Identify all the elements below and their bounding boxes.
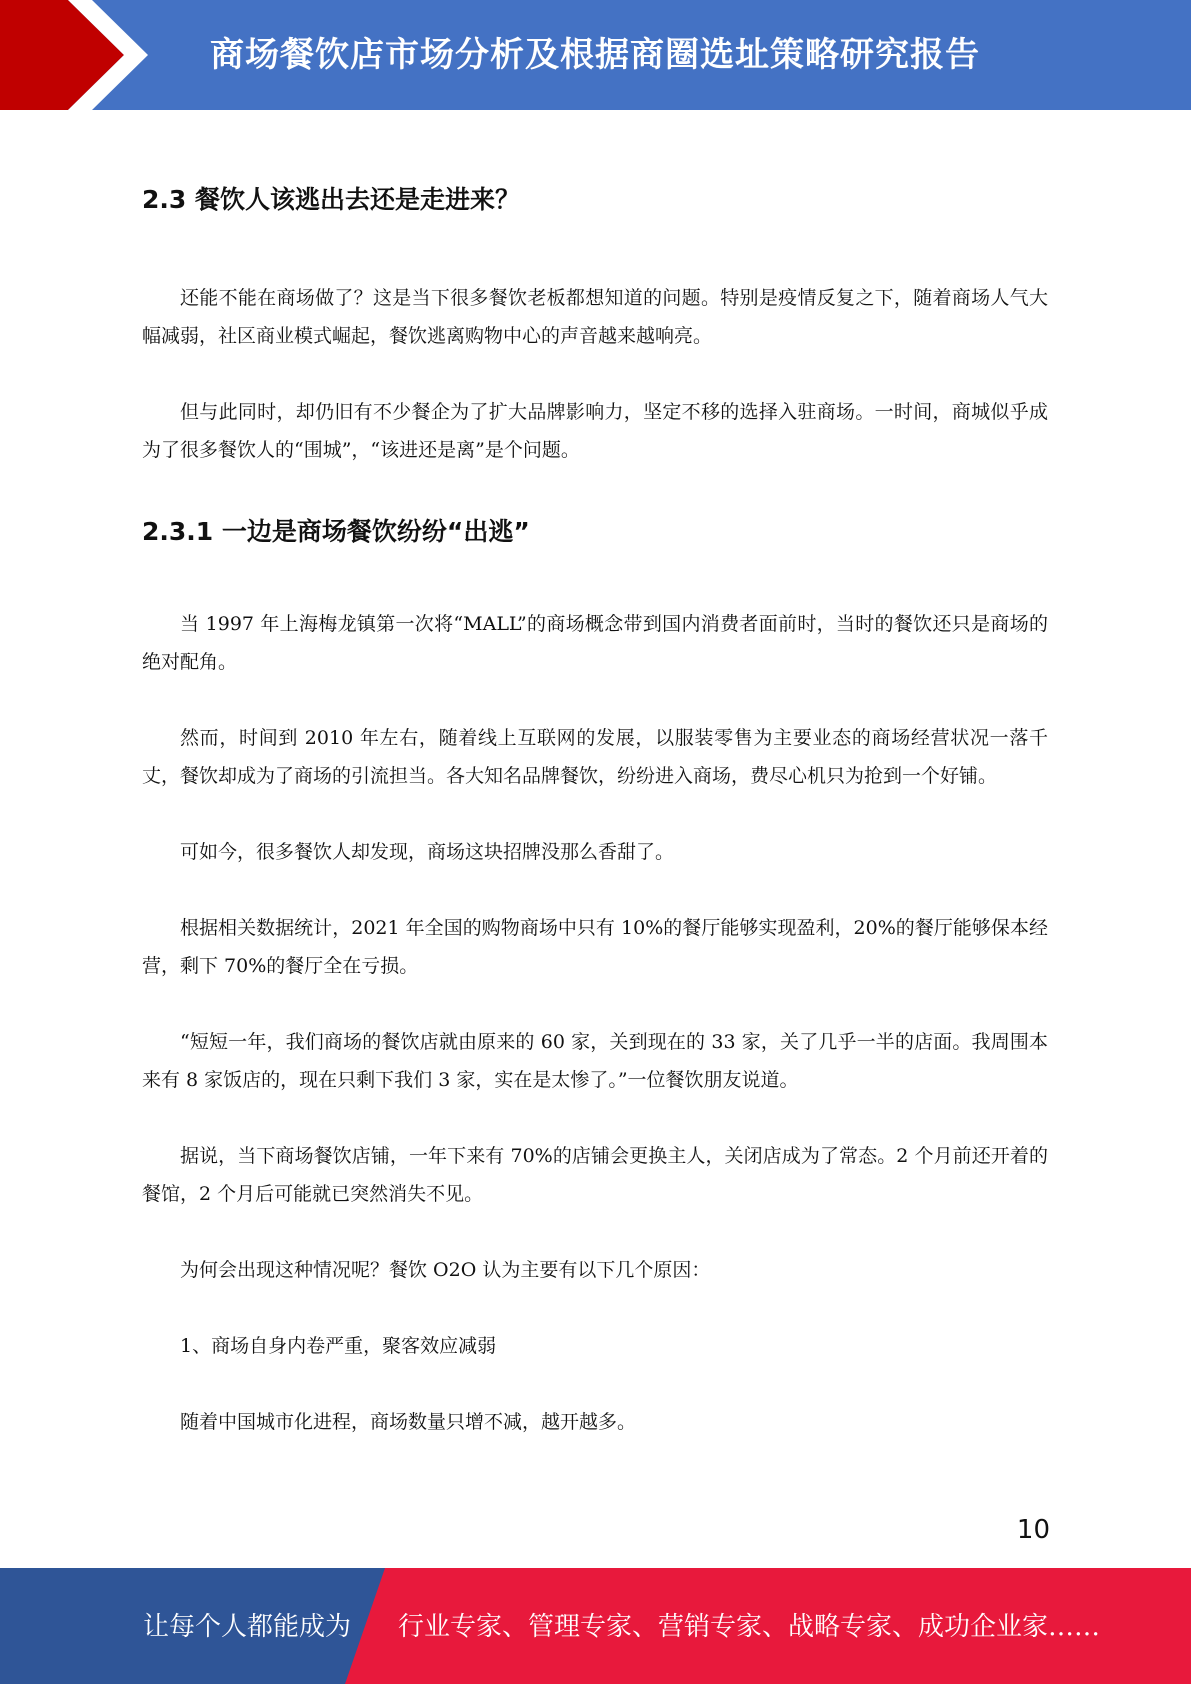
page-number: 10 bbox=[1016, 1515, 1050, 1545]
section-heading: 2.3 餐饮人该逃出去还是走进来？ bbox=[142, 185, 520, 214]
paragraph: 当 1997 年上海梅龙镇第一次将“MALL”的商场概念带到国内消费者面前时，当时的餐饮还只是商场的绝对配角。 bbox=[142, 613, 1048, 673]
paragraph: 据说，当下商场餐饮店铺，一年下来有 70%的店铺会更换主人，关闭店成为了常态。2 个月前还开着的餐馆，2 个月后可能就已突然消失不见。 bbox=[142, 1145, 1048, 1205]
paragraph: 还能不能在商场做了？这是当下很多餐饮老板都想知道的问题。特别是疫情反复之下，随着商场人气大幅减弱，社区商业模式崛起，餐饮逃离购物中心的声音越来越响亮。 bbox=[142, 287, 1048, 347]
subsection-heading: 2.3.1 一边是商场餐饮纷纷“出逃” bbox=[142, 517, 530, 546]
paragraph: 可如今，很多餐饮人却发现，商场这块招牌没那么香甜了。 bbox=[180, 841, 675, 863]
page-header bbox=[0, 0, 1191, 110]
document-title: 商场餐饮店市场分析及根据商圈选址策略研究报告 bbox=[210, 35, 980, 75]
paragraph: 然而，时间到 2010 年左右，随着线上互联网的发展，以服装零售为主要业态的商场经营状况一落千丈，餐饮却成为了商场的引流担当。各大知名品牌餐饮，纷纷进入商场，费尽心机只为抢到一个好铺。 bbox=[142, 727, 1048, 787]
footer-slogan-right: 行业专家、管理专家、营销专家、战略专家、成功企业家…… bbox=[398, 1612, 1101, 1642]
paragraph: 根据相关数据统计，2021 年全国的购物商场中只有 10%的餐厅能够实现盈利，20%的餐厅能够保本经营，剩下 70%的餐厅全在亏损。 bbox=[142, 917, 1048, 977]
page-footer bbox=[0, 1568, 1191, 1684]
page-content bbox=[142, 175, 1048, 1441]
footer-slogan-left: 让每个人都能成为 bbox=[143, 1612, 352, 1642]
list-item: 1、商场自身内卷严重，聚客效应减弱 bbox=[180, 1335, 497, 1357]
paragraph: “短短一年，我们商场的餐饮店就由原来的 60 家，关到现在的 33 家，关了几乎一半的店面。我周围本来有 8 家饭店的，现在只剩下我们 3 家，实在是太惨了。”一位餐饮朋友说道。 bbox=[142, 1031, 1048, 1091]
paragraph: 但与此同时，却仍旧有不少餐企为了扩大品牌影响力，坚定不移的选择入驻商场。一时间，商城似乎成为了很多餐饮人的“围城”，“该进还是离”是个问题。 bbox=[142, 401, 1048, 461]
paragraph: 为何会出现这种情况呢？餐饮 O2O 认为主要有以下几个原因： bbox=[180, 1259, 711, 1281]
paragraph: 随着中国城市化进程，商场数量只增不减，越开越多。 bbox=[180, 1411, 637, 1433]
